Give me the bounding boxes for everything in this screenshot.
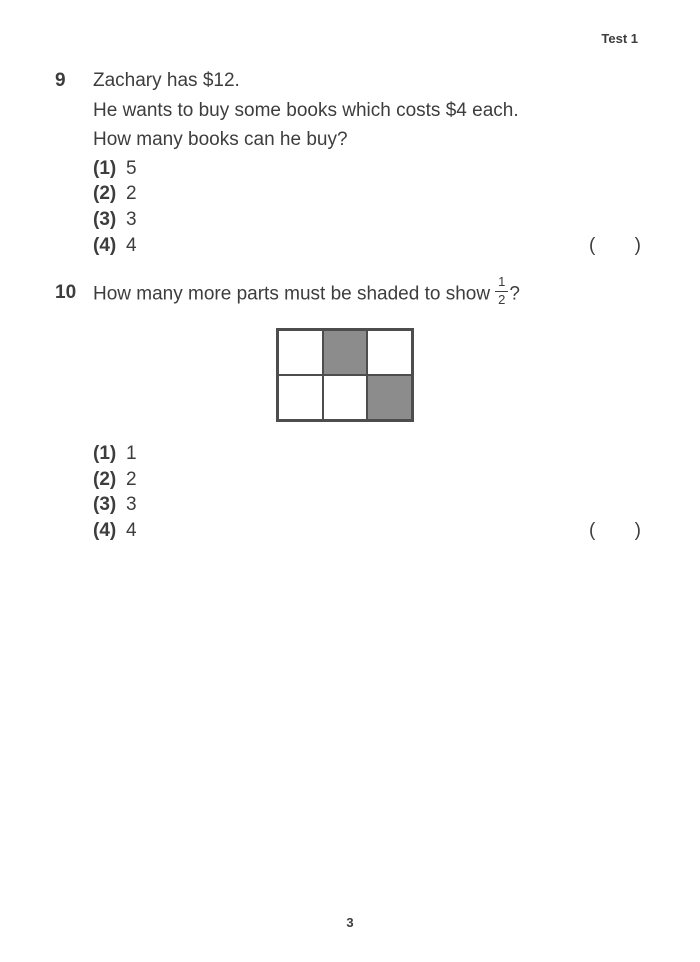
question-line — [93, 274, 647, 311]
option-value: 4 — [126, 234, 137, 256]
fraction-denominator: 2 — [498, 291, 506, 307]
option-value: 4 — [126, 520, 137, 542]
question-number: 9 — [55, 70, 66, 91]
question-line: Zachary has $12. — [93, 70, 240, 91]
option-2 — [93, 467, 647, 493]
question-body — [93, 66, 647, 259]
grid-cell — [323, 330, 368, 375]
answer-brackets — [589, 518, 641, 544]
option-1 — [93, 156, 647, 182]
option-label: (3) — [93, 209, 117, 230]
option-value: 5 — [126, 157, 137, 179]
question-9 — [55, 66, 647, 259]
option-label: (1) — [93, 157, 117, 179]
fraction-numerator: 1 — [495, 275, 508, 292]
option-value: 3 — [126, 494, 137, 516]
options-list — [93, 441, 647, 544]
answer-bracket-close: ) — [634, 520, 641, 542]
option-4 — [93, 233, 647, 259]
options-list — [93, 156, 647, 259]
option-3 — [93, 207, 647, 233]
option-label: (1) — [93, 442, 117, 464]
option-value: 2 — [126, 183, 137, 205]
option-label: (4) — [93, 520, 117, 542]
shaded-grid-figure — [276, 328, 414, 422]
option-3 — [93, 492, 647, 518]
question-body — [93, 274, 647, 544]
page-number: 3 — [346, 915, 354, 930]
grid-cell — [278, 375, 323, 420]
option-value: 1 — [126, 442, 137, 464]
question-10 — [55, 274, 647, 544]
grid-cell — [367, 330, 412, 375]
option-4 — [93, 518, 647, 544]
answer-bracket-open: ( — [589, 234, 596, 256]
grid-cell — [278, 330, 323, 375]
option-label: (4) — [93, 234, 117, 256]
question-line: How many books can he buy? — [93, 129, 348, 150]
question-line: He wants to buy some books which costs $4 each. — [93, 99, 519, 121]
answer-bracket-open: ( — [589, 520, 596, 542]
option-label: (2) — [93, 468, 117, 490]
option-2 — [93, 181, 647, 207]
grid-cell — [323, 375, 368, 420]
fraction-one-half — [495, 275, 508, 308]
grid-cell — [367, 375, 412, 420]
question-text-suffix: ? — [509, 283, 520, 305]
question-number: 10 — [55, 282, 77, 303]
option-value: 2 — [126, 468, 137, 490]
option-label: (2) — [93, 183, 117, 205]
test-header-label: Test 1 — [601, 31, 638, 46]
answer-bracket-close: ) — [634, 234, 641, 256]
option-value: 3 — [126, 209, 137, 230]
option-1 — [93, 441, 647, 467]
option-label: (3) — [93, 494, 117, 516]
answer-brackets — [589, 233, 641, 259]
question-text-prefix: How many more parts must be shaded to show — [93, 283, 491, 305]
